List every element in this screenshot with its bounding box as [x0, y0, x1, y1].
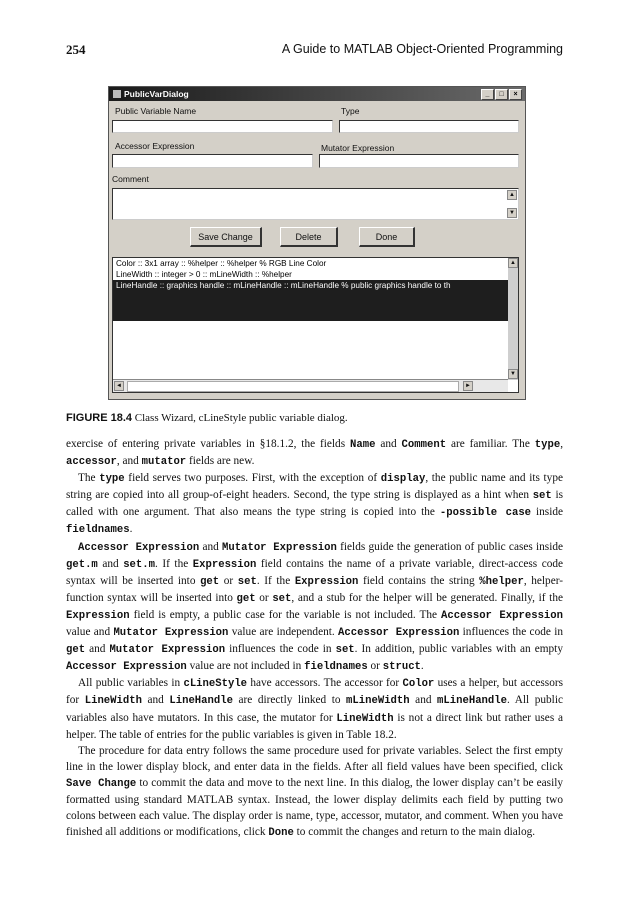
running-title: A Guide to MATLAB Object-Oriented Programming: [281, 42, 563, 56]
scroll-right-icon[interactable]: ►: [463, 381, 473, 391]
inline-code: Expression: [192, 558, 257, 571]
inline-code: Mutator Expression: [222, 541, 337, 554]
inline-code: Mutator Expression: [113, 627, 229, 640]
list-vertical-scrollbar[interactable]: [508, 258, 518, 380]
minimize-icon[interactable]: _: [481, 89, 494, 100]
scroll-up-icon[interactable]: ▲: [508, 258, 518, 268]
inline-code: type: [534, 439, 561, 451]
paragraph: exercise of entering private variables in §18.1.2, the fields Name and Comment are familiar. The type, accessor, and mutator fields are new.: [66, 438, 564, 469]
inline-code: Color: [402, 678, 435, 691]
label-mutator-expression: Mutator Expression: [321, 143, 395, 153]
done-button[interactable]: Done: [359, 227, 415, 247]
label-type: Type: [341, 106, 360, 116]
inline-code: mLineWidth: [346, 695, 410, 708]
figure-caption-text: Class Wizard, cLineStyle public variable dialog.: [134, 412, 348, 424]
inline-code: mLineHandle: [437, 695, 507, 708]
inline-code: set: [272, 592, 292, 605]
body-text: [66, 436, 563, 841]
inline-code: set: [237, 575, 257, 588]
inline-code: mutator: [141, 456, 187, 469]
scroll-left-icon[interactable]: ◄: [114, 381, 124, 391]
list-horizontal-scrollbar[interactable]: [113, 379, 508, 392]
delete-button[interactable]: Delete: [280, 227, 338, 247]
inline-code: get: [200, 575, 220, 588]
inline-code: Accessor Expression: [441, 609, 563, 622]
save-change-button[interactable]: Save Change: [190, 227, 262, 247]
inline-code: Done: [268, 827, 294, 840]
inline-code: Expression: [294, 575, 359, 588]
inline-code: LineWidth: [84, 695, 142, 708]
inline-code: LineHandle: [169, 695, 233, 708]
label-comment: Comment: [112, 174, 149, 184]
list-item[interactable]: LineHandle :: graphics handle :: mLineHandle :: mLineHandle % public graphics handle to th: [113, 280, 518, 291]
list-item[interactable]: Color :: 3x1 array :: %helper :: %helper % RGB Line Color: [116, 259, 327, 268]
page-number: 254: [66, 42, 86, 57]
inline-code: cLineStyle: [183, 678, 248, 691]
mutator-expression-input[interactable]: [319, 154, 519, 168]
inline-code: get: [66, 644, 86, 657]
inline-code: Accessor Expression: [78, 541, 200, 554]
accessor-expression-input[interactable]: [112, 154, 313, 168]
figure-caption: [66, 412, 348, 424]
inline-code: fieldnames: [304, 661, 368, 674]
type-input[interactable]: [339, 120, 519, 133]
scroll-thumb[interactable]: [127, 381, 459, 392]
dialog-titlebar: [109, 87, 525, 101]
scroll-down-icon[interactable]: ▼: [507, 208, 517, 218]
inline-code: Comment: [401, 439, 447, 451]
list-item-empty-selected[interactable]: [113, 291, 518, 321]
inline-code: get.m: [66, 558, 98, 571]
label-public-variable-name: Public Variable Name: [115, 106, 197, 116]
maximize-icon[interactable]: □: [495, 89, 508, 100]
inline-code: -possible case: [439, 507, 532, 520]
inline-code: struct: [382, 661, 421, 674]
paragraph: The type field serves two purposes. First, with the exception of display, the public name and its type string are copied into all group-of-eight headers. Second, the type string is displayed as a hint when set is called with one argument. That also means the type string is copied into the -possible case inside fieldnames.: [66, 472, 564, 537]
inline-code: Accessor Expression: [338, 627, 460, 640]
inline-code: LineWidth: [336, 712, 394, 725]
dialog-title: PublicVarDialog: [124, 89, 189, 99]
comment-input[interactable]: [112, 188, 519, 220]
inline-code: get: [236, 592, 256, 605]
paragraph: All public variables in cLineStyle have accessors. The accessor for Color uses a helper, but accessors for LineWidth and LineHandle are directly linked to mLineWidth and mLineHandle. All public variables also have mutators. In this case, the mutator for LineWidth is not a direct link but rather uses a helper. The table of entries for the public variables is given in Table 18.2.: [66, 677, 563, 741]
list-item[interactable]: LineWidth :: integer > 0 :: mLineWidth :: %helper: [116, 270, 292, 279]
scroll-up-icon[interactable]: ▲: [507, 190, 517, 200]
inline-code: display: [380, 473, 426, 486]
inline-code: Mutator Expression: [109, 644, 226, 657]
public-var-dialog: [108, 86, 526, 400]
window-icon: [113, 90, 121, 98]
inline-code: accessor: [66, 456, 117, 469]
inline-code: set: [335, 644, 355, 657]
inline-code: %helper: [479, 575, 524, 588]
inline-code: fieldnames: [66, 524, 130, 537]
inline-code: set: [532, 490, 552, 503]
close-icon[interactable]: ×: [509, 89, 522, 100]
inline-code: Accessor Expression: [66, 661, 187, 674]
figure-label: FIGURE 18.4: [66, 412, 133, 424]
inline-code: set.m: [123, 558, 155, 571]
variable-list[interactable]: [112, 257, 519, 393]
inline-code: Expression: [66, 609, 130, 622]
label-accessor-expression: Accessor Expression: [115, 141, 195, 151]
inline-code: Name: [350, 439, 376, 451]
paragraph: The procedure for data entry follows the same procedure used for private variables. Select the first empty line in the lower display block, and enter data in the fields. After all field values have been specified, click Save Change to commit the data and move to the next line. In this dialog, the lower display can’t be easily formatted using standard MATLAB syntax. Instead, the lower display delimits each field by putting two colons between each value. The display order is name, type, accessor, mutator, and comment. When you have finished all additions or modifications, click Done to commit the changes and return to the main dialog.: [66, 744, 563, 840]
inline-code: Save Change: [66, 777, 137, 790]
paragraph: Accessor Expression and Mutator Expression fields guide the generation of public cases inside get.m and set.m. If the Expression field contains the name of a private variable, direct-access code syntax will be inserted into get or set. If the Expression field contains the string %helper, helper-function syntax will be inserted into get or set, and a stub for the helper will be generated. Finally, if the Expression field is empty, a public case for the variable is not included. The Accessor Expression value and Mutator Expression value are independent. Accessor Expression influences the code in get and Mutator Expression influences the code in set. In addition, public variables with an empty Accessor Expression value are not included in fieldnames or struct.: [66, 540, 564, 674]
public-variable-name-input[interactable]: [112, 120, 333, 133]
scroll-down-icon[interactable]: ▼: [508, 369, 518, 379]
inline-code: type: [99, 473, 125, 486]
